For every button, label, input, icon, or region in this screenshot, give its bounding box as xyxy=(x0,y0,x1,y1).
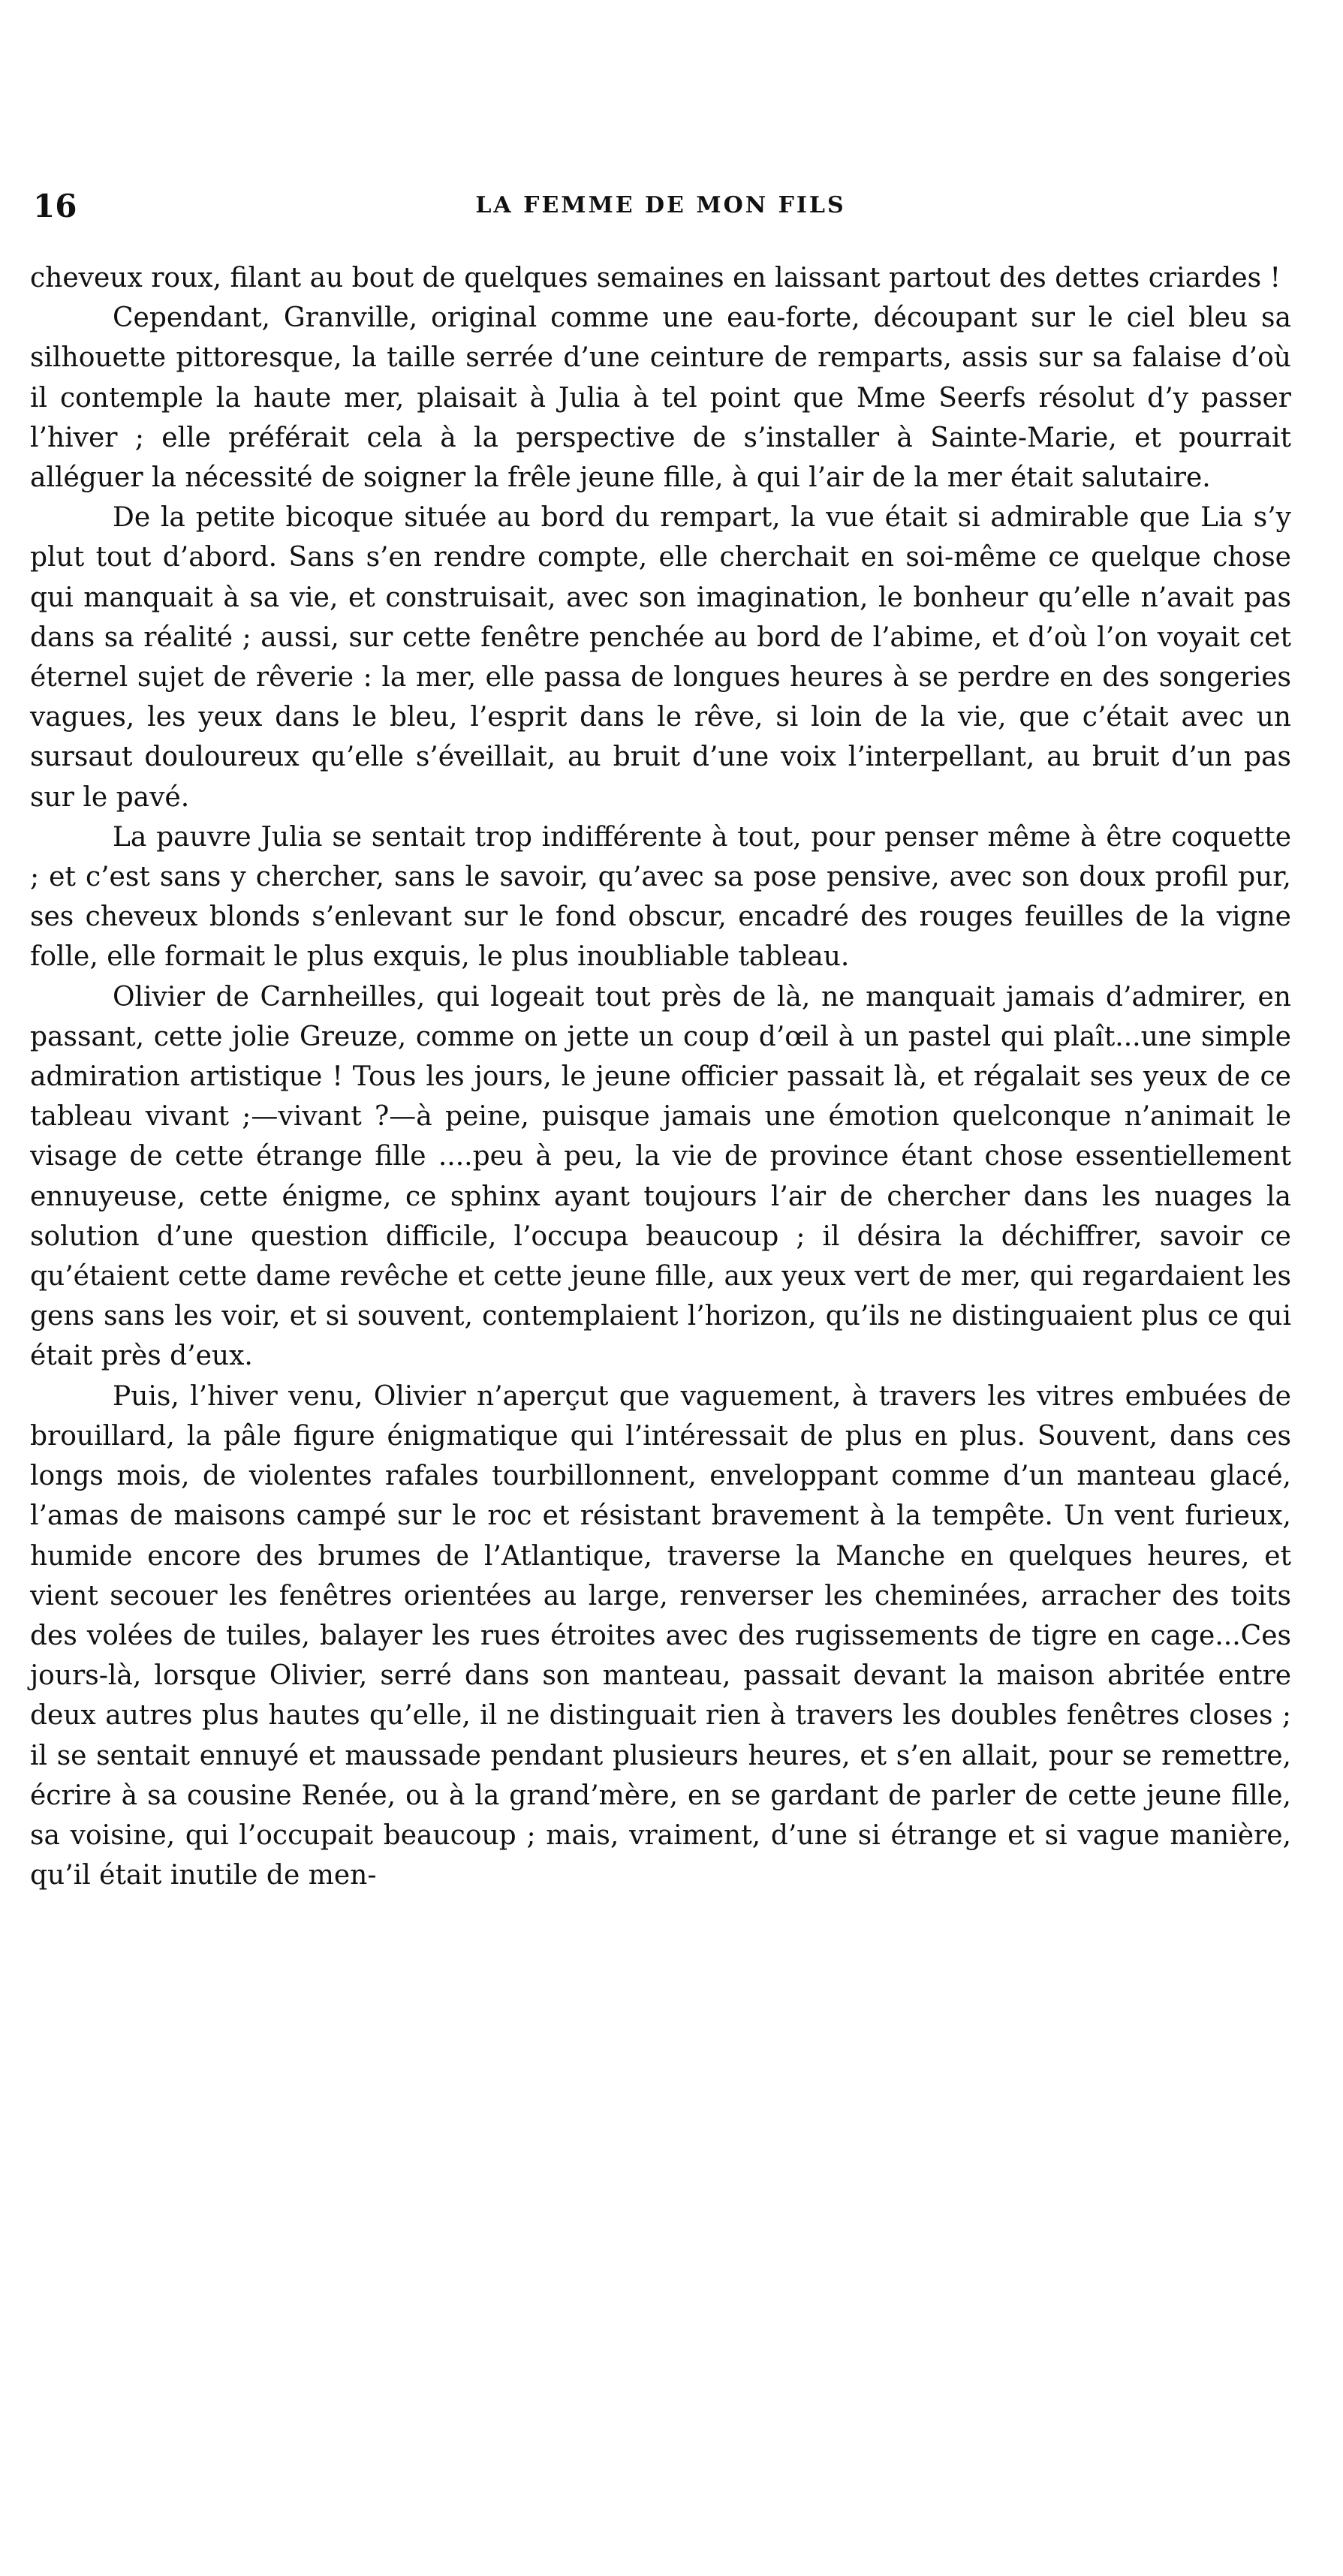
paragraph-6: Puis, l’hiver venu, Olivier n’aperçut que vaguement, à travers les vitres embuées de brouillard, la pâle figure énigmatique qui l’intéressait de plus en plus. Souvent, dans ces longs mois, de violentes rafales tourbillonnent, enveloppant comme d’un manteau glacé, l’amas de maisons campé sur le roc et résistant bravement à la tempête. Un vent furieux, humide encore des brumes de l’Atlantique, traverse la Manche en quelques heures, et vient secouer les fenêtres orientées au large, renverser les cheminées, arracher des toits des volées de tuiles, balayer les rues étroites avec des rugissements de tigre en cage...Ces jours-là, lorsque Olivier, serré dans son manteau, passait devant la maison abritée entre deux autres plus hautes qu’elle, il ne distinguait rien à travers les doubles fenêtres closes ; il se sentait ennuyé et maussade pendant plusieurs heures, et s’en allait, pour se remettre, écrire à sa cousine Renée, ou à la grand’mère, en se gardant de parler de cette jeune fille, sa voisine, qui l’occupait beaucoup ; mais, vraiment, d’une si étrange et si vague manière, qu’il était inutile de men- xyxy=(30,1380,1291,1891)
body-text xyxy=(30,258,1291,1895)
paragraph-5: Olivier de Carnheilles, qui logeait tout près de là, ne manquait jamais d’admirer, en passant, cette jolie Greuze, comme on jette un coup d’œil à un pastel qui plaît...une simple admiration artistique ! Tous les jours, le jeune officier passait là, et régalait ses yeux de ce tableau vivant ;—vivant ?—à peine, puisque jamais une émotion quelconque n’animait le visage de cette étrange fille ....peu à peu, la vie de province étant chose essentiellement ennuyeuse, cette énigme, ce sphinx ayant toujours l’air de chercher dans les nuages la solution d’une question difficile, l’occupa beaucoup ; il désira la déchiffrer, savoir ce qu’étaient cette dame revêche et cette jeune fille, aux yeux vert de mer, qui regardaient les gens sans les voir, et si souvent, contemplaient l’horizon, qu’ils ne distinguaient plus ce qui était près d’eux. xyxy=(30,981,1291,1372)
paragraph-4: La pauvre Julia se sentait trop indifférente à tout, pour penser même à être coquette ; et c’est sans y chercher, sans le savoir, qu’avec sa pose pensive, avec son doux profil pur, ses cheveux blonds s’enlevant sur le fond obscur, encadré des rouges feuilles de la vigne folle, elle formait le plus exquis, le plus inoubliable tableau. xyxy=(30,821,1291,973)
paragraph-3: De la petite bicoque située au bord du rempart, la vue était si admirable que Lia s’y plut tout d’abord. Sans s’en rendre compte, elle cherchait en soi-même ce quelque chose qui manquait à sa vie, et construisait, avec son imagination, le bonheur qu’elle n’avait pas dans sa réalité ; aussi, sur cette fenêtre penchée au bord de l’abime, et d’où l’on voyait cet éternel sujet de rêverie : la mer, elle passa de longues heures à se perdre en des songeries vagues, les yeux dans le bleu, l’esprit dans le rêve, si loin de la vie, que c’était avec un sursaut douloureux qu’elle s’éveillait, au bruit d’une voix l’interpellant, au bruit d’un pas sur le pavé. xyxy=(30,502,1291,813)
paragraph-1: cheveux roux, filant au bout de quelques semaines en laissant partout des dettes criardes ! xyxy=(30,263,1281,293)
book-page xyxy=(30,188,1291,1895)
paragraph-2: Cependant, Granville, original comme une eau-forte, découpant sur le ciel bleu sa silhouette pittoresque, la taille serrée d’une ceinture de remparts, assis sur sa falaise d’où il contemple la haute mer, plaisait à Julia à tel point que Mme Seerfs résolut d’y passer l’hiver ; elle préférait cela à la perspective de s’installer à Sainte-Marie, et pourrait alléguer la nécessité de soigner la frêle jeune fille, à qui l’air de la mer était salutaire. xyxy=(30,302,1291,494)
running-head xyxy=(30,188,1291,233)
running-title: LA FEMME DE MON FILS xyxy=(475,192,846,218)
page-number: 16 xyxy=(33,188,77,224)
